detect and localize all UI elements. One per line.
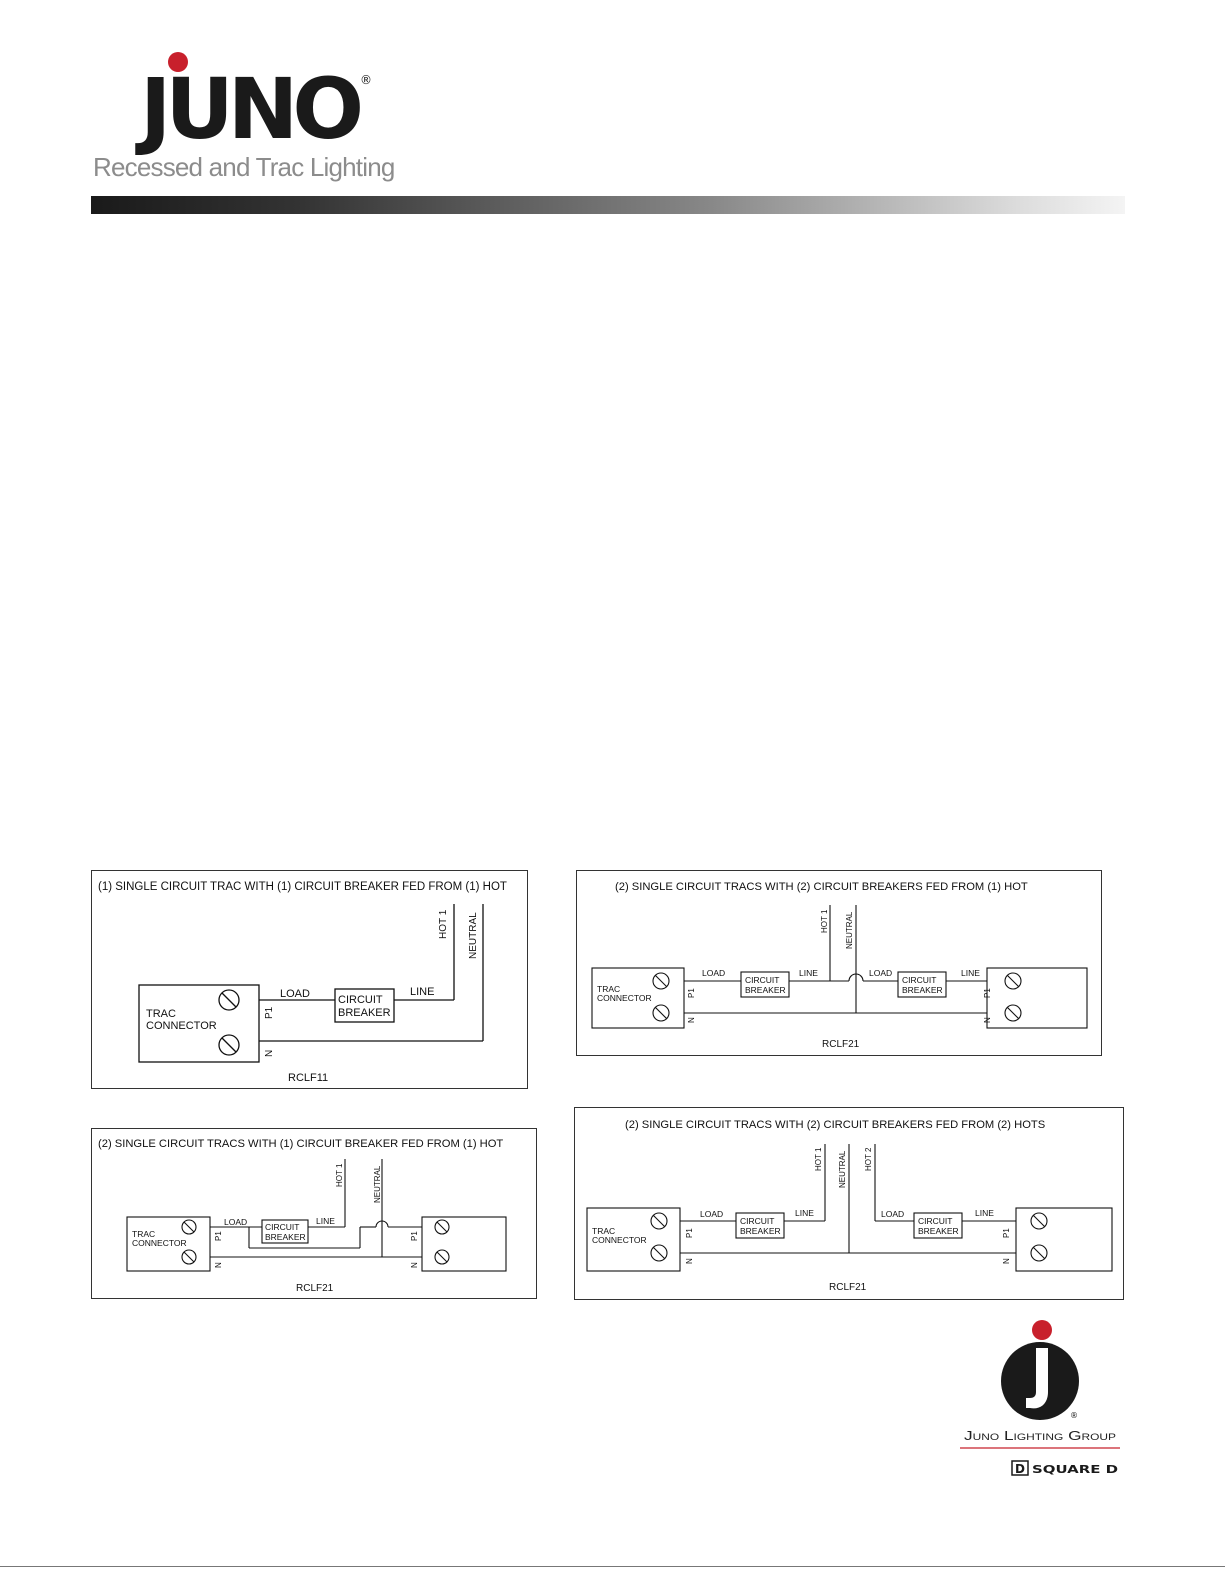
diagram-code: RCLF21 xyxy=(829,1282,867,1293)
juno-lighting-group-logo xyxy=(960,1318,1120,1488)
line-label: LINE xyxy=(799,968,818,978)
load-label-right: LOAD xyxy=(869,968,893,978)
load-label: LOAD xyxy=(702,968,726,978)
breaker-label-line2: BREAKER xyxy=(740,1226,781,1236)
breaker-label-right-line1: CIRCUIT xyxy=(902,975,937,985)
hot1-label: HOT 1 xyxy=(814,1147,823,1171)
neutral-label: NEUTRAL xyxy=(845,911,854,949)
breaker-label-line2: BREAKER xyxy=(338,1007,391,1019)
footer-rule xyxy=(0,1566,1225,1567)
diagram-code: RCLF21 xyxy=(822,1039,860,1050)
connector-label-line1: TRAC xyxy=(132,1229,156,1239)
line-label: LINE xyxy=(410,986,435,998)
p1-label: P1 xyxy=(687,988,696,998)
neutral-label: NEUTRAL xyxy=(838,1150,847,1188)
breaker-label-line1: CIRCUIT xyxy=(745,975,780,985)
logo-wordmark: JUNO xyxy=(134,60,361,158)
diagram-code: RCLF21 xyxy=(296,1283,334,1294)
line-label: LINE xyxy=(795,1208,814,1218)
header-gradient-bar xyxy=(91,196,1125,214)
group-name: Juno Lighting Group xyxy=(964,1428,1116,1443)
connector-label-line1: TRAC xyxy=(597,984,621,994)
square-d-wordmark: SQUARE D xyxy=(1032,1463,1118,1476)
n-label: N xyxy=(687,1017,696,1023)
p1-label: P1 xyxy=(685,1228,694,1238)
p1-label-right: P1 xyxy=(410,1231,419,1241)
connector-label-line1: TRAC xyxy=(146,1008,176,1020)
wiring-diagram-2 xyxy=(91,1128,537,1299)
breaker-label-line2: BREAKER xyxy=(265,1232,306,1242)
breaker-label-line1: CIRCUIT xyxy=(740,1216,775,1226)
diagram-title: (2) SINGLE CIRCUIT TRACS WITH (2) CIRCUIT BREAKERS FED FROM (1) HOT xyxy=(615,881,1028,893)
p1-label-right: P1 xyxy=(983,988,992,998)
connector-label-line2: CONNECTOR xyxy=(592,1235,647,1245)
neutral-label: NEUTRAL xyxy=(373,1165,382,1203)
wiring-diagram-1 xyxy=(91,870,528,1089)
breaker-label-right-line1: CIRCUIT xyxy=(918,1216,953,1226)
diagram-title: (1) SINGLE CIRCUIT TRAC WITH (1) CIRCUIT BREAKER FED FROM (1) HOT xyxy=(98,881,507,893)
hot2-label: HOT 2 xyxy=(864,1147,873,1171)
breaker-label-line1: CIRCUIT xyxy=(338,994,383,1006)
p1-label: P1 xyxy=(264,1006,275,1019)
group-registered-mark: ® xyxy=(1070,1411,1078,1420)
load-label: LOAD xyxy=(280,988,310,1000)
connector-label-line2: CONNECTOR xyxy=(597,993,652,1003)
wiring-diagram-2-svg xyxy=(92,1129,538,1300)
connector-label-line1: TRAC xyxy=(592,1226,616,1236)
breaker-label-right-line2: BREAKER xyxy=(918,1226,959,1236)
breaker-label-line2: BREAKER xyxy=(745,985,786,995)
load-label: LOAD xyxy=(224,1217,248,1227)
diagram-title: (2) SINGLE CIRCUIT TRACS WITH (1) CIRCUIT BREAKER FED FROM (1) HOT xyxy=(98,1138,504,1150)
n-label: N xyxy=(264,1049,275,1057)
hot1-label: HOT 1 xyxy=(335,1163,344,1187)
line-label-right: LINE xyxy=(975,1208,994,1218)
p1-label-right: P1 xyxy=(1002,1228,1011,1238)
wiring-diagram-4 xyxy=(574,1107,1124,1300)
connector-label-line2: CONNECTOR xyxy=(132,1238,187,1248)
square-d-mark: D xyxy=(1015,1462,1025,1476)
hot1-label: HOT 1 xyxy=(820,909,829,933)
n-label-right: N xyxy=(983,1017,992,1023)
load-label-right: LOAD xyxy=(881,1209,905,1219)
wiring-diagram-1-svg xyxy=(92,871,529,1090)
group-logo-red-dot xyxy=(1032,1320,1052,1340)
juno-logo xyxy=(134,48,372,158)
load-label: LOAD xyxy=(700,1209,724,1219)
registered-mark: ® xyxy=(360,73,372,87)
breaker-label-right-line2: BREAKER xyxy=(902,985,943,995)
connector-label-line2: CONNECTOR xyxy=(146,1020,217,1032)
tagline: Recessed and Trac Lighting xyxy=(93,152,395,182)
wiring-diagram-3-svg xyxy=(577,871,1103,1057)
n-label: N xyxy=(214,1262,223,1268)
hot1-label: HOT 1 xyxy=(438,909,449,939)
line-label: LINE xyxy=(316,1216,335,1226)
diagram-code: RCLF11 xyxy=(288,1072,329,1084)
wiring-diagram-3 xyxy=(576,870,1102,1056)
breaker-label-line1: CIRCUIT xyxy=(265,1222,300,1232)
diagram-title: (2) SINGLE CIRCUIT TRACS WITH (2) CIRCUIT BREAKERS FED FROM (2) HOTS xyxy=(625,1119,1046,1131)
line-label-right: LINE xyxy=(961,968,980,978)
p1-label: P1 xyxy=(214,1231,223,1241)
wiring-diagram-4-svg xyxy=(575,1108,1125,1301)
n-label-right: N xyxy=(1002,1258,1011,1264)
neutral-label: NEUTRAL xyxy=(468,912,479,959)
n-label-right: N xyxy=(410,1262,419,1268)
n-label: N xyxy=(685,1258,694,1264)
